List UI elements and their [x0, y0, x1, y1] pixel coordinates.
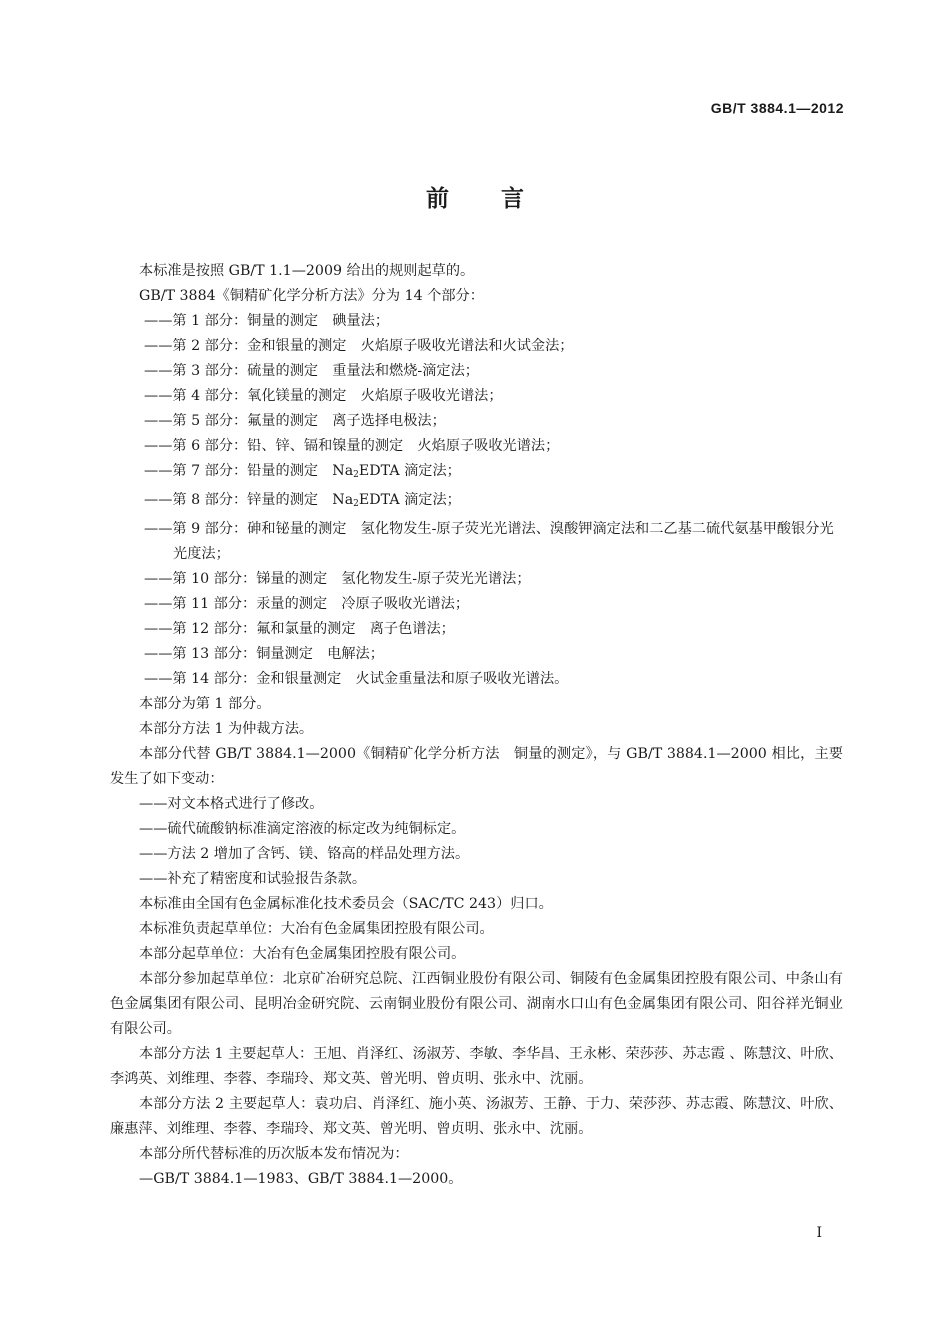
part-list-item	[110, 459, 843, 488]
part-8-text-end: EDTA 滴定法；	[358, 492, 461, 508]
part-list-item: ——第 11 部分：汞量的测定 冷原子吸收光谱法；	[144, 596, 470, 612]
part-list-item: ——第 12 部分：氟和氯量的测定 离子色谱法；	[144, 621, 455, 637]
body-paragraph: 本部分方法 2 主要起草人：袁功启、肖泽红、施小英、汤淑芳、王静、于力、荣莎莎、苏志霞、陈慧汶、叶欣、廉惠萍、刘维理、李蓉、李瑞玲、郑文英、曾光明、曾贞明、张永中、沈丽。	[110, 1096, 843, 1137]
part-list-item	[110, 488, 843, 517]
subscript: 2	[353, 470, 359, 480]
body-paragraph: 本标准负责起草单位：大冶有色金属集团控股有限公司。	[139, 921, 494, 937]
change-item: ——方法 2 增加了含钙、镁、铬高的样品处理方法。	[139, 846, 470, 862]
replaces-paragraph: 本部分代替 GB/T 3884.1—2000《铜精矿化学分析方法 铜量的测定》，与 GB/T 3884.1—2000 相比，主要发生了如下变动：	[110, 746, 843, 787]
part-list-item: ——第 2 部分：金和银量的测定 火焰原子吸收光谱法和火试金法；	[144, 338, 574, 354]
part-8-text: ——第 8 部分：锌量的测定 Na	[144, 492, 354, 508]
part-list-item: ——第 9 部分：砷和铋量的测定 氢化物发生-原子荧光光谱法、溴酸钾滴定法和二乙基二硫代氨基甲酸银分光光度法；	[144, 521, 834, 562]
part-list-item: ——第 5 部分：氟量的测定 离子选择电极法；	[144, 413, 446, 429]
body-paragraph: 本部分方法 1 主要起草人：王旭、肖泽红、汤淑芳、李敏、李华昌、王永彬、荣莎莎、苏志霞 、陈慧汶、叶欣、李鸿英、刘维理、李蓉、李瑞玲、郑文英、曾光明、曾贞明、张永中、沈丽。	[110, 1046, 843, 1087]
part-list-item: ——第 3 部分：硫量的测定 重量法和燃烧-滴定法；	[144, 363, 479, 379]
body-paragraph: 本部分参加起草单位：北京矿冶研究总院、江西铜业股份有限公司、铜陵有色金属集团控股有限公司、中条山有色金属集团有限公司、昆明冶金研究院、云南铜业股份有限公司、湖南水口山有色金属集团有限公司、阳谷祥光铜业有限公司。	[110, 971, 843, 1037]
body-paragraph: 本标准由全国有色金属标准化技术委员会（SAC/TC 243）归口。	[139, 896, 553, 912]
body-paragraph: 本部分所代替标准的历次版本发布情况为：	[139, 1146, 409, 1162]
arbitration-paragraph: 本部分方法 1 为仲裁方法。	[139, 721, 314, 737]
part-7-text-end: EDTA 滴定法；	[358, 463, 461, 479]
intro-paragraph: 本标准是按照 GB/T 1.1—2009 给出的规则起草的。	[139, 263, 475, 279]
part-list-item: ——第 4 部分：氧化镁量的测定 火焰原子吸收光谱法；	[144, 388, 503, 404]
page-title: 前言	[426, 186, 576, 212]
change-item: ——补充了精密度和试验报告条款。	[139, 871, 367, 887]
standard-code: GB/T 3884.1—2012	[710, 100, 844, 116]
intro-paragraph: GB/T 3884《铜精矿化学分析方法》分为 14 个部分：	[139, 288, 484, 304]
part-list-item: ——第 13 部分：铜量测定 电解法；	[144, 646, 384, 662]
body-paragraph: 本部分起草单位：大冶有色金属集团控股有限公司。	[139, 946, 466, 962]
part-list-item: ——第 14 部分：金和银量测定 火试金重量法和原子吸收光谱法。	[144, 671, 569, 687]
part-7-text: ——第 7 部分：铅量的测定 Na	[144, 463, 354, 479]
subscript: 2	[353, 499, 359, 509]
part-number-paragraph: 本部分为第 1 部分。	[139, 696, 271, 712]
history-item: —GB/T 3884.1—1983、GB/T 3884.1—2000。	[139, 1171, 463, 1187]
foreword-body	[110, 259, 843, 1192]
change-item: ——对文本格式进行了修改。	[139, 796, 324, 812]
change-item: ——硫代硫酸钠标准滴定溶液的标定改为纯铜标定。	[139, 821, 466, 837]
part-list-item: ——第 1 部分：铜量的测定 碘量法；	[144, 313, 390, 329]
page-number: Ⅰ	[816, 1225, 822, 1241]
part-list-item: ——第 6 部分：铅、锌、镉和镍量的测定 火焰原子吸收光谱法；	[144, 438, 560, 454]
part-list-item: ——第 10 部分：锑量的测定 氢化物发生-原子荧光光谱法；	[144, 571, 531, 587]
